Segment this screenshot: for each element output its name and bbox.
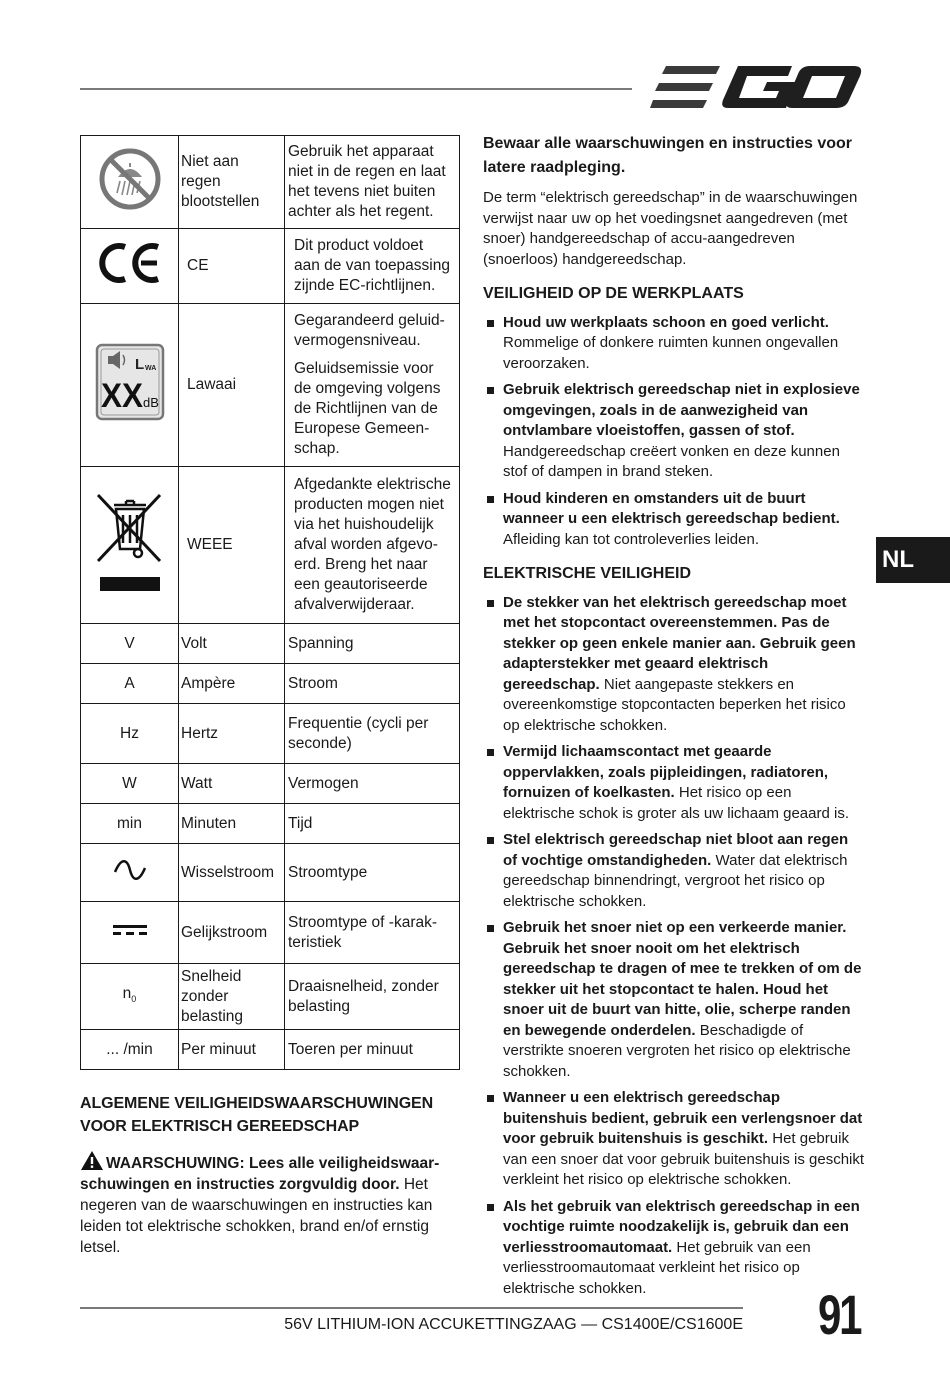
symbol-table bbox=[80, 135, 460, 1070]
symbol-description: Frequentie (cycli per seconde) bbox=[285, 704, 460, 764]
list-item: Vermijd lichaamscontact met geaarde oppervlakken, zoals pijpleidingen, radiatoren, fornuizen of koelkasten. Het risico op een elektrische schok is groter als uw lichaam geaard is. bbox=[483, 742, 865, 824]
header-rule bbox=[80, 88, 632, 90]
right-column bbox=[483, 132, 865, 1305]
warning-text: Het negeren van de waarschuwingen en instructies kan leiden tot elektrische schokken, brand en/of ernstig letsel. bbox=[80, 1176, 433, 1256]
section-heading: ELEKTRISCHE VEILIGHEID bbox=[483, 565, 692, 582]
list-item: Gebruik elektrisch gereedschap niet in explosieve omgevingen, zoals in de aanwezigheid van ontvlambare vloeistoffen, gassen of stof. Handgereedschap creëert vonken en deze kunnen stof of dampen in brand steken. bbox=[483, 380, 865, 483]
symbol-description: Draaisnelheid, zonder belasting bbox=[285, 964, 460, 1030]
warning-label: WAARSCHUWING: bbox=[106, 1155, 245, 1172]
page-number: 91 bbox=[818, 1283, 861, 1346]
ac-wave-icon bbox=[113, 860, 147, 880]
table-row bbox=[81, 964, 460, 1030]
symbol-description: Gebruik het apparaat niet in de regen en laat het tevens niet buiten achter als het regent. bbox=[285, 136, 460, 229]
symbol-cell bbox=[81, 136, 179, 229]
noise-db-label: dB bbox=[142, 395, 159, 410]
intro-heading: Bewaar alle waarschuwingen en instructies voor latere raadpleging. bbox=[483, 135, 853, 176]
description-line: Geluidsemissie voor de omgeving volgens de Richtlijnen van de Europese Gemeen-schap. bbox=[294, 360, 441, 457]
bullet-list bbox=[483, 593, 865, 1300]
noise-xx-label: XX bbox=[100, 377, 143, 415]
symbol-name: Wisselstroom bbox=[179, 844, 285, 902]
symbol-name: Minuten bbox=[179, 804, 285, 844]
list-item: Houd uw werkplaats schoon en goed verlicht. Rommelige of donkere ruimten kunnen ongevallen veroorzaken. bbox=[483, 313, 865, 375]
table-row bbox=[81, 844, 460, 902]
table-row bbox=[81, 136, 460, 229]
list-item: De stekker van het elektrisch gereedschap moet met het stopcontact overeenstemmen. Pas de stekker op geen enkele manier aan. Gebruik geen adapterstekker met geaard elektrisch gereedschap. Niet aangepaste stekkers en overeenkomstige stopcontacten beperken het risico op elektrische schokken. bbox=[483, 593, 865, 737]
symbol-description: Tijd bbox=[285, 804, 460, 844]
symbol-cell: W bbox=[81, 764, 179, 804]
no-rain-icon bbox=[98, 147, 162, 211]
list-item: Houd kinderen en omstanders uit de buurt wanneer u een elektrisch gereedschap bedient. Afleiding kan tot controleverlies leiden. bbox=[483, 489, 865, 551]
general-safety-section bbox=[80, 1092, 465, 1258]
symbol-cell bbox=[81, 964, 179, 1030]
table-row bbox=[81, 304, 460, 467]
ego-logo bbox=[650, 64, 862, 112]
symbol-cell: ... /min bbox=[81, 1030, 179, 1070]
section-heading: VEILIGHEID OP DE WERKPLAATS bbox=[483, 285, 744, 302]
warning-triangle-icon bbox=[80, 1150, 104, 1171]
symbol-cell: A bbox=[81, 664, 179, 704]
symbol-cell bbox=[81, 844, 179, 902]
symbol-name: Ampère bbox=[179, 664, 285, 704]
list-item: Als het gebruik van elektrisch gereedschap in een vochtige ruimte noodzakelijk is, gebruik dan een verliesstroomautomaat. Het gebruik van een verliesstroomautomaat verkleint het risico op elektrische schokken. bbox=[483, 1197, 865, 1300]
intro-text: De term “elektrisch gereedschap” in de waarschuwingen verwijst naar uw op het voedingsnet aangedreven (met snoer) handgereedschap of accu-aangedreven (snoerloos) handgereedschap. bbox=[483, 189, 858, 268]
table-row bbox=[81, 229, 460, 304]
dc-icon bbox=[112, 923, 148, 937]
symbol-description: Stroom bbox=[285, 664, 460, 704]
symbol-name: Lawaai bbox=[179, 304, 285, 467]
table-row bbox=[81, 764, 460, 804]
symbol-cell bbox=[81, 902, 179, 964]
table-row bbox=[81, 1030, 460, 1070]
symbol-name: Snelheid zonder belasting bbox=[179, 964, 285, 1030]
table-row bbox=[81, 804, 460, 844]
symbol-description: Stroomtype of -karak-teristiek bbox=[285, 902, 460, 964]
noise-lwa-label: L bbox=[134, 356, 144, 373]
table-row bbox=[81, 902, 460, 964]
symbol-description: Dit product voldoet aan de van toepassing zijnde EC-richtlijnen. bbox=[285, 229, 460, 304]
bullet-list bbox=[483, 313, 865, 551]
ce-mark-icon bbox=[95, 241, 165, 285]
symbol-n-sub: 0 bbox=[131, 994, 137, 1005]
symbol-name: Per minuut bbox=[179, 1030, 285, 1070]
list-item: Wanneer u een elektrisch gereedschap buitenshuis bedient, gebruik een verlengsnoer dat voor gebruik buitenshuis is geschikt. Het gebruik van een snoer dat voor gebruik buitenshuis is geschikt verkleint het risico op elektrische schokken. bbox=[483, 1088, 865, 1191]
noise-lwa-sub: WA bbox=[144, 365, 156, 372]
description-line: Gegarandeerd geluid-vermogensniveau. bbox=[294, 312, 445, 349]
table-row bbox=[81, 664, 460, 704]
language-tab: NL bbox=[876, 537, 950, 583]
footer-rule bbox=[80, 1307, 743, 1309]
symbol-name: Hertz bbox=[179, 704, 285, 764]
symbol-cell bbox=[81, 229, 179, 304]
warning-bold-text: Lees alle veiligheidswaar-schuwingen en instructies zorgvuldig door. bbox=[80, 1155, 440, 1193]
symbol-name: CE bbox=[179, 229, 285, 304]
symbol-name: Watt bbox=[179, 764, 285, 804]
symbol-description: Spanning bbox=[285, 624, 460, 664]
noise-level-icon bbox=[95, 343, 165, 421]
list-item: Stel elektrisch gereedschap niet bloot aan regen of vochtige omstandigheden. Water dat elektrisch gereedschap binnendringt, vergroot het risico op elektrische schokken. bbox=[483, 830, 865, 912]
table-row bbox=[81, 624, 460, 664]
symbol-name: Volt bbox=[179, 624, 285, 664]
symbol-description: Stroomtype bbox=[285, 844, 460, 902]
warning-block bbox=[80, 1150, 465, 1258]
footer-product-title: 56V LITHIUM-ION ACCUKETTINGZAAG — CS1400E/CS1600E bbox=[284, 1316, 743, 1333]
symbol-cell: min bbox=[81, 804, 179, 844]
symbol-cell: Hz bbox=[81, 704, 179, 764]
symbol-description: Afgedankte elektrische producten mogen niet via het huishoudelijk afval worden afgevo-erd. Breng het naar een geautoriseerde afvalverwijderaar. bbox=[285, 467, 460, 624]
symbol-cell: V bbox=[81, 624, 179, 664]
symbol-description bbox=[285, 304, 460, 467]
symbol-cell bbox=[81, 304, 179, 467]
symbol-description: Toeren per minuut bbox=[285, 1030, 460, 1070]
weee-bin-icon bbox=[94, 489, 166, 595]
symbol-n: n bbox=[122, 984, 132, 1002]
section-heading: ALGEMENE VEILIGHEIDSWAARSCHUWINGEN VOOR ELEKTRISCH GEREEDSCHAP bbox=[80, 1095, 434, 1135]
symbol-name: Gelijkstroom bbox=[179, 902, 285, 964]
symbol-cell bbox=[81, 467, 179, 624]
list-item: Gebruik het snoer niet op een verkeerde manier. Gebruik het snoer nooit om het elektrisch gereedschap te dragen of mee te trekken of om de stekker uit het stopcontact te halen. Houd het snoer uit de buurt van hitte, olie, scherpe randen en bewegende onderdelen. Beschadigde of verstrikte snoeren vergroten het risico op elektrische schokken. bbox=[483, 918, 865, 1082]
table-row bbox=[81, 467, 460, 624]
symbol-description: Vermogen bbox=[285, 764, 460, 804]
symbol-name: WEEE bbox=[179, 467, 285, 624]
table-row bbox=[81, 704, 460, 764]
symbol-name: Niet aan regen blootstellen bbox=[179, 136, 285, 229]
